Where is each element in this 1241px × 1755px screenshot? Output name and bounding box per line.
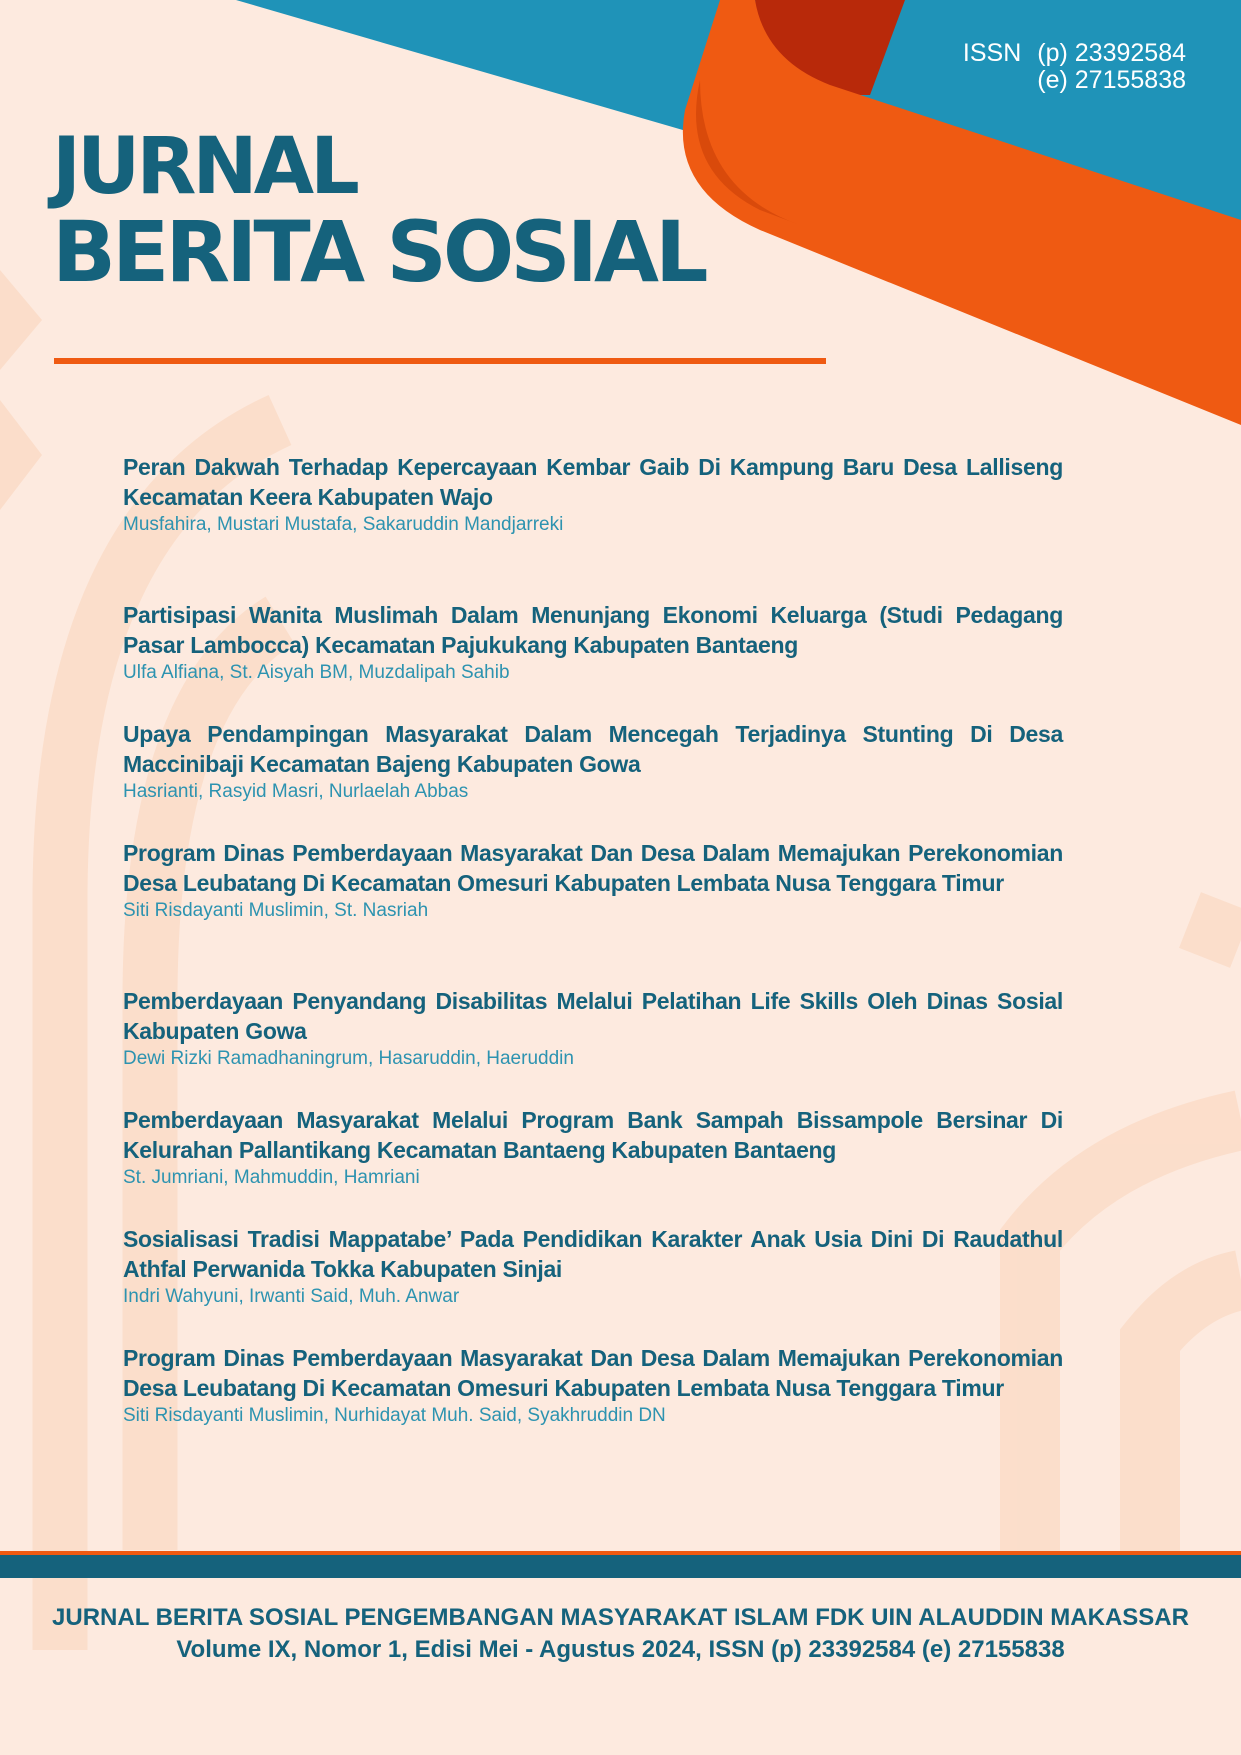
article-title: Sosialisasi Tradisi Mappatabe’ Pada Pendidikan Karakter Anak Usia Dini Di Raudathul Athfal Perwanida Tokka Kabupaten Sinjai	[123, 1226, 1063, 1282]
article-item	[123, 719, 1063, 805]
article-title: Upaya Pendampingan Masyarakat Dalam Mencegah Terjadinya Stunting Di Desa Maccinibaji Kecamatan Bajeng Kabupaten Gowa	[123, 721, 1063, 777]
footer-teal-band	[0, 1555, 1241, 1578]
article-item	[123, 452, 1063, 538]
article-item	[123, 838, 1063, 924]
footer-volume-info: Volume IX, Nomor 1, Edisi Mei - Agustus 2024, ISSN (p) 23392584 (e) 27155838	[176, 1636, 1065, 1663]
article-item	[123, 600, 1063, 686]
article-authors: Siti Risdayanti Muslimin, St. Nasriah	[123, 900, 429, 921]
decorative-chevrons-left	[0, 270, 42, 510]
article-title: Pemberdayaan Penyandang Disabilitas Melalui Pelatihan Life Skills Oleh Dinas Sosial Kabupaten Gowa	[123, 988, 1063, 1044]
article-authors: Musfahira, Mustari Mustafa, Sakaruddin Mandjarreki	[123, 514, 564, 535]
issn-label: ISSN	[962, 39, 1022, 67]
article-item	[123, 1224, 1063, 1310]
article-item	[123, 986, 1063, 1072]
article-title: Program Dinas Pemberdayaan Masyarakat Dan Desa Dalam Memajukan Perekonomian Desa Leubatang Di Kecamatan Omesuri Kabupaten Lembata Nusa Tenggara Timur	[123, 840, 1063, 896]
issn-block	[963, 40, 1186, 94]
journal-title-line1: JURNAL	[52, 122, 356, 212]
article-authors: St. Jumriani, Mahmuddin, Hamriani	[123, 1167, 420, 1188]
article-authors: Hasrianti, Rasyid Masri, Nurlaelah Abbas	[123, 781, 469, 802]
article-title: Peran Dakwah Terhadap Kepercayaan Kembar Gaib Di Kampung Baru Desa Lalliseng Kecamatan Keera Kabupaten Wajo	[123, 454, 1063, 510]
article-authors: Siti Risdayanti Muslimin, Nurhidayat Muh. Said, Syakhruddin DN	[123, 1405, 666, 1426]
article-item	[123, 1105, 1063, 1191]
article-authors: Ulfa Alfiana, St. Aisyah BM, Muzdalipah Sahib	[123, 662, 510, 683]
journal-title	[52, 122, 705, 301]
footer-journal-name: JURNAL BERITA SOSIAL PENGEMBANGAN MASYARAKAT ISLAM FDK UIN ALAUDDIN MAKASSAR	[52, 1604, 1189, 1631]
article-title: Pemberdayaan Masyarakat Melalui Program Bank Sampah Bissampole Bersinar Di Kelurahan Pallantikang Kecamatan Bantaeng Kabupaten Bantaeng	[123, 1107, 1063, 1163]
article-title: Partisipasi Wanita Muslimah Dalam Menunjang Ekonomi Keluarga (Studi Pedagang Pasar Lambocca) Kecamatan Pajukukang Kabupaten Bantaeng	[123, 602, 1063, 658]
article-item	[123, 1343, 1063, 1429]
article-authors: Dewi Rizki Ramadhaningrum, Hasaruddin, Haeruddin	[123, 1048, 574, 1069]
title-divider	[54, 358, 826, 364]
footer-publication-info	[0, 1602, 1241, 1666]
article-authors: Indri Wahyuni, Irwanti Said, Muh. Anwar	[123, 1286, 460, 1307]
journal-title-line2: BERITA SOSIAL	[52, 203, 705, 301]
article-title: Program Dinas Pemberdayaan Masyarakat Dan Desa Dalam Memajukan Perekonomian Desa Leubatang Di Kecamatan Omesuri Kabupaten Lembata Nusa Tenggara Timur	[123, 1345, 1063, 1401]
issn-electronic: (e) 27155838	[1037, 66, 1186, 94]
issn-print: (p) 23392584	[1037, 39, 1186, 67]
